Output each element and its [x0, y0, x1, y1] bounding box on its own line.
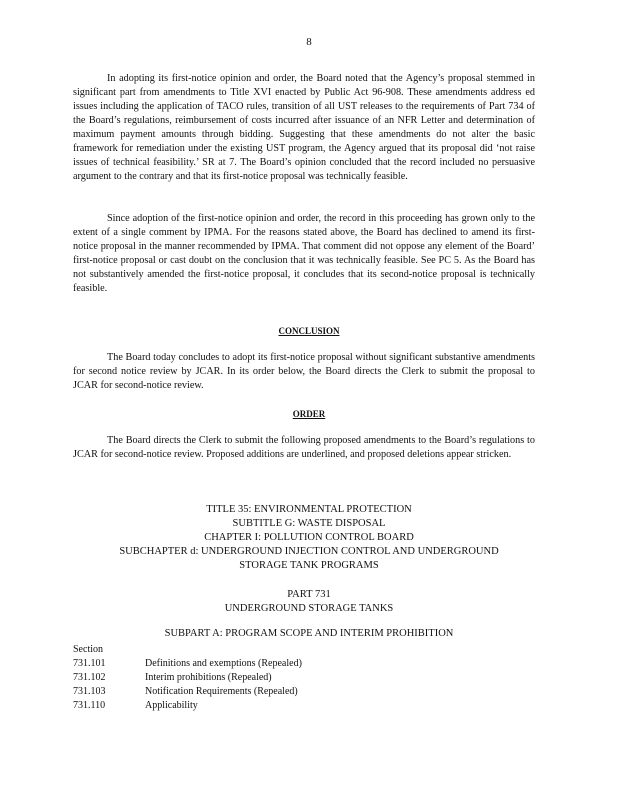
paragraph-text: Since adoption of the first-notice opinion and order, the record in this proceeding has grown only to the extent of a single comment by IPMA. For the reasons stated above, the Board has declined to amend its first-notice proposal in the manner recommended by IPMA. That comment did not oppose any element of the Board’ first-notice proposal or cast doubt on the conclusion that it was technically feasible. See PC 5. As the Board has not substantively amended the first-notice proposal, it concludes that its second-notice proposal is technically feasible. — [73, 213, 535, 294]
page-number: 8 — [306, 36, 312, 48]
part-heading — [0, 588, 618, 616]
subtitle-line: SUBTITLE G: WASTE DISPOSAL — [232, 518, 386, 529]
section-title: Definitions and exemptions (Repealed) — [145, 658, 302, 669]
section-title: Notification Requirements (Repealed) — [145, 686, 298, 697]
paragraph-order — [73, 434, 535, 462]
section-title: Interim prohibitions (Repealed) — [145, 672, 272, 683]
section-row — [73, 685, 302, 699]
section-number: 731.110 — [73, 700, 106, 711]
section-header: Section — [73, 644, 103, 655]
part-name: UNDERGROUND STORAGE TANKS — [224, 603, 394, 614]
subchapter-line-cont: STORAGE TANK PROGRAMS — [239, 560, 379, 571]
subchapter-line: SUBCHAPTER d: UNDERGROUND INJECTION CONTROL AND UNDERGROUND — [119, 546, 499, 557]
section-list — [73, 643, 302, 713]
paragraph-text: The Board today concludes to adopt its first-notice proposal without significant substantive amendments for second notice review by JCAR. In its order below, the Board directs the Clerk to submit the proposal to JCAR for second-notice review. — [73, 352, 535, 391]
paragraph-text: The Board directs the Clerk to submit the following proposed amendments to the Board’s regulations to JCAR for second-notice review. Proposed additions are underlined, and proposed deletions appear stricken. — [73, 435, 535, 460]
heading-text: ORDER — [292, 409, 326, 419]
paragraph-technical-feasibility — [73, 72, 535, 184]
section-number: 731.101 — [73, 658, 106, 669]
conclusion-heading — [0, 326, 618, 336]
chapter-line: CHAPTER I: POLLUTION CONTROL BOARD — [204, 532, 414, 543]
section-title: Applicability — [145, 700, 198, 711]
heading-text: CONCLUSION — [278, 326, 340, 336]
section-row — [73, 671, 302, 685]
section-number: 731.103 — [73, 686, 106, 697]
order-heading — [0, 409, 618, 419]
paragraph-text: In adopting its first-notice opinion and order, the Board noted that the Agency’s proposal stemmed in significant part from amendments to Title XVI enacted by Public Act 96-908. These amendments address ed issues including the application of TACO rules, transition of all UST releases to the requirements of Part 734 of the Board’s regulations, reimbursement of costs incurred after issuance of an NFR Letter and determination of maximum payment amounts through bidding. Suggesting that these amendments do not alter the basic framework for remediation under the existing UST program, the Agency argued that its proposal did ‘not raise issues of technical feasibility.’ SR at 7. The Board’s opinion concluded that the record included no persuasive argument to the contrary and that its first-notice proposal was technically feasible. — [73, 73, 535, 182]
regulation-title-block — [0, 503, 618, 573]
part-number: PART 731 — [287, 589, 331, 600]
paragraph-conclusion — [73, 351, 535, 393]
section-row — [73, 699, 302, 713]
section-number: 731.102 — [73, 672, 106, 683]
paragraph-record-since-adoption — [73, 212, 535, 296]
title-line: TITLE 35: ENVIRONMENTAL PROTECTION — [206, 504, 412, 515]
subpart-heading: SUBPART A: PROGRAM SCOPE AND INTERIM PROHIBITION — [164, 628, 454, 639]
section-row — [73, 657, 302, 671]
